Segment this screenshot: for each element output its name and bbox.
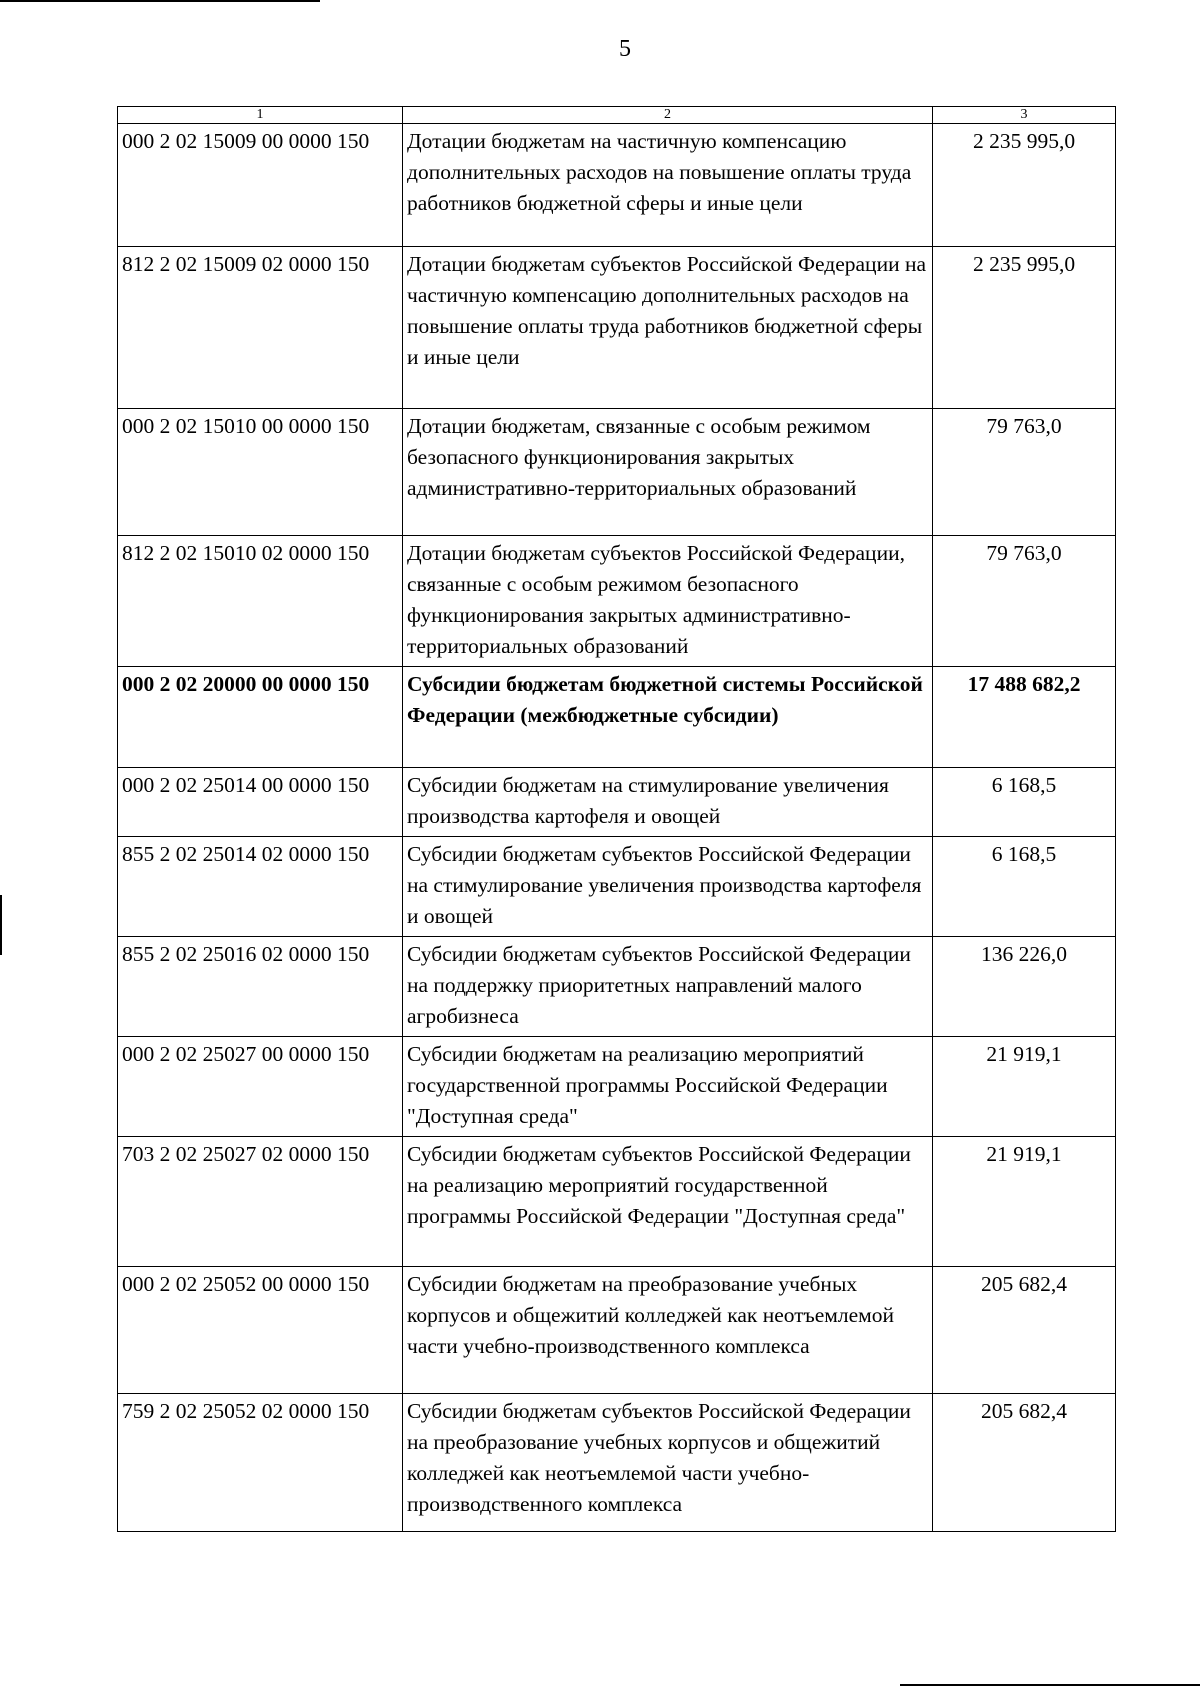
budget-code-cell: 000 2 02 15009 00 0000 150 [118, 124, 403, 247]
amount-cell: 6 168,5 [933, 837, 1116, 937]
item-name-cell: Дотации бюджетам субъектов Российской Федерации на частичную компенсацию дополнительных расходов на повышение оплаты труда работников бюджетной сферы и иные цели [403, 247, 933, 409]
table-row [118, 1137, 1116, 1267]
table-row [118, 768, 1116, 837]
amount-cell: 79 763,0 [933, 409, 1116, 536]
table-row-section-total [118, 667, 1116, 768]
budget-code-cell: 000 2 02 20000 00 0000 150 [118, 667, 403, 768]
budget-code-cell: 000 2 02 15010 00 0000 150 [118, 409, 403, 536]
budget-code-cell: 703 2 02 25027 02 0000 150 [118, 1137, 403, 1267]
column-number-header-row [118, 107, 1116, 124]
amount-cell: 79 763,0 [933, 536, 1116, 667]
amount-cell: 2 235 995,0 [933, 124, 1116, 247]
table-row [118, 536, 1116, 667]
table-row [118, 1037, 1116, 1137]
budget-code-cell: 000 2 02 25014 00 0000 150 [118, 768, 403, 837]
amount-cell: 21 919,1 [933, 1137, 1116, 1267]
item-name-cell: Субсидии бюджетам субъектов Российской Федерации на поддержку приоритетных направлений малого агробизнеса [403, 937, 933, 1037]
budget-code-cell: 759 2 02 25052 02 0000 150 [118, 1394, 403, 1532]
budget-revenue-table [117, 106, 1116, 1532]
page-number: 5 [619, 36, 631, 62]
table-row [118, 937, 1116, 1037]
item-name-cell: Субсидии бюджетам субъектов Российской Федерации на реализацию мероприятий государственной программы Российской Федерации "Доступная среда" [403, 1137, 933, 1267]
table-row [118, 124, 1116, 247]
amount-cell: 6 168,5 [933, 768, 1116, 837]
item-name-cell: Субсидии бюджетам на преобразование учебных корпусов и общежитий колледжей как неотъемлемой части учебно-производственного комплекса [403, 1267, 933, 1394]
scan-edge-mark-left [0, 895, 2, 955]
amount-cell: 21 919,1 [933, 1037, 1116, 1137]
amount-cell: 2 235 995,0 [933, 247, 1116, 409]
budget-code-cell: 855 2 02 25016 02 0000 150 [118, 937, 403, 1037]
budget-code-cell: 000 2 02 25052 00 0000 150 [118, 1267, 403, 1394]
budget-code-cell: 812 2 02 15009 02 0000 150 [118, 247, 403, 409]
column-header-2: 2 [403, 107, 933, 124]
column-header-1: 1 [118, 107, 403, 124]
item-name-cell: Субсидии бюджетам на реализацию мероприятий государственной программы Российской Федерации "Доступная среда" [403, 1037, 933, 1137]
item-name-cell: Субсидии бюджетам бюджетной системы Российской Федерации (межбюджетные субсидии) [403, 667, 933, 768]
table-row [118, 1394, 1116, 1532]
item-name-cell: Субсидии бюджетам субъектов Российской Федерации на стимулирование увеличения производства картофеля и овощей [403, 837, 933, 937]
table-row [118, 1267, 1116, 1394]
amount-cell: 205 682,4 [933, 1394, 1116, 1532]
budget-code-cell: 855 2 02 25014 02 0000 150 [118, 837, 403, 937]
amount-cell: 205 682,4 [933, 1267, 1116, 1394]
budget-code-cell: 812 2 02 15010 02 0000 150 [118, 536, 403, 667]
item-name-cell: Дотации бюджетам субъектов Российской Федерации, связанные с особым режимом безопасного функционирования закрытых административно-территориальных образований [403, 536, 933, 667]
scan-edge-mark-top [0, 0, 320, 2]
budget-code-cell: 000 2 02 25027 00 0000 150 [118, 1037, 403, 1137]
item-name-cell: Дотации бюджетам, связанные с особым режимом безопасного функционирования закрытых административно-территориальных образований [403, 409, 933, 536]
item-name-cell: Субсидии бюджетам субъектов Российской Федерации на преобразование учебных корпусов и общежитий колледжей как неотъемлемой части учебно-производственного комплекса [403, 1394, 933, 1532]
amount-cell: 136 226,0 [933, 937, 1116, 1037]
item-name-cell: Дотации бюджетам на частичную компенсацию дополнительных расходов на повышение оплаты труда работников бюджетной сферы и иные цели [403, 124, 933, 247]
amount-cell: 17 488 682,2 [933, 667, 1116, 768]
table-row [118, 409, 1116, 536]
table-row [118, 837, 1116, 937]
table-row [118, 247, 1116, 409]
item-name-cell: Субсидии бюджетам на стимулирование увеличения производства картофеля и овощей [403, 768, 933, 837]
column-header-3: 3 [933, 107, 1116, 124]
scan-edge-mark-bottom [900, 1684, 1200, 1686]
